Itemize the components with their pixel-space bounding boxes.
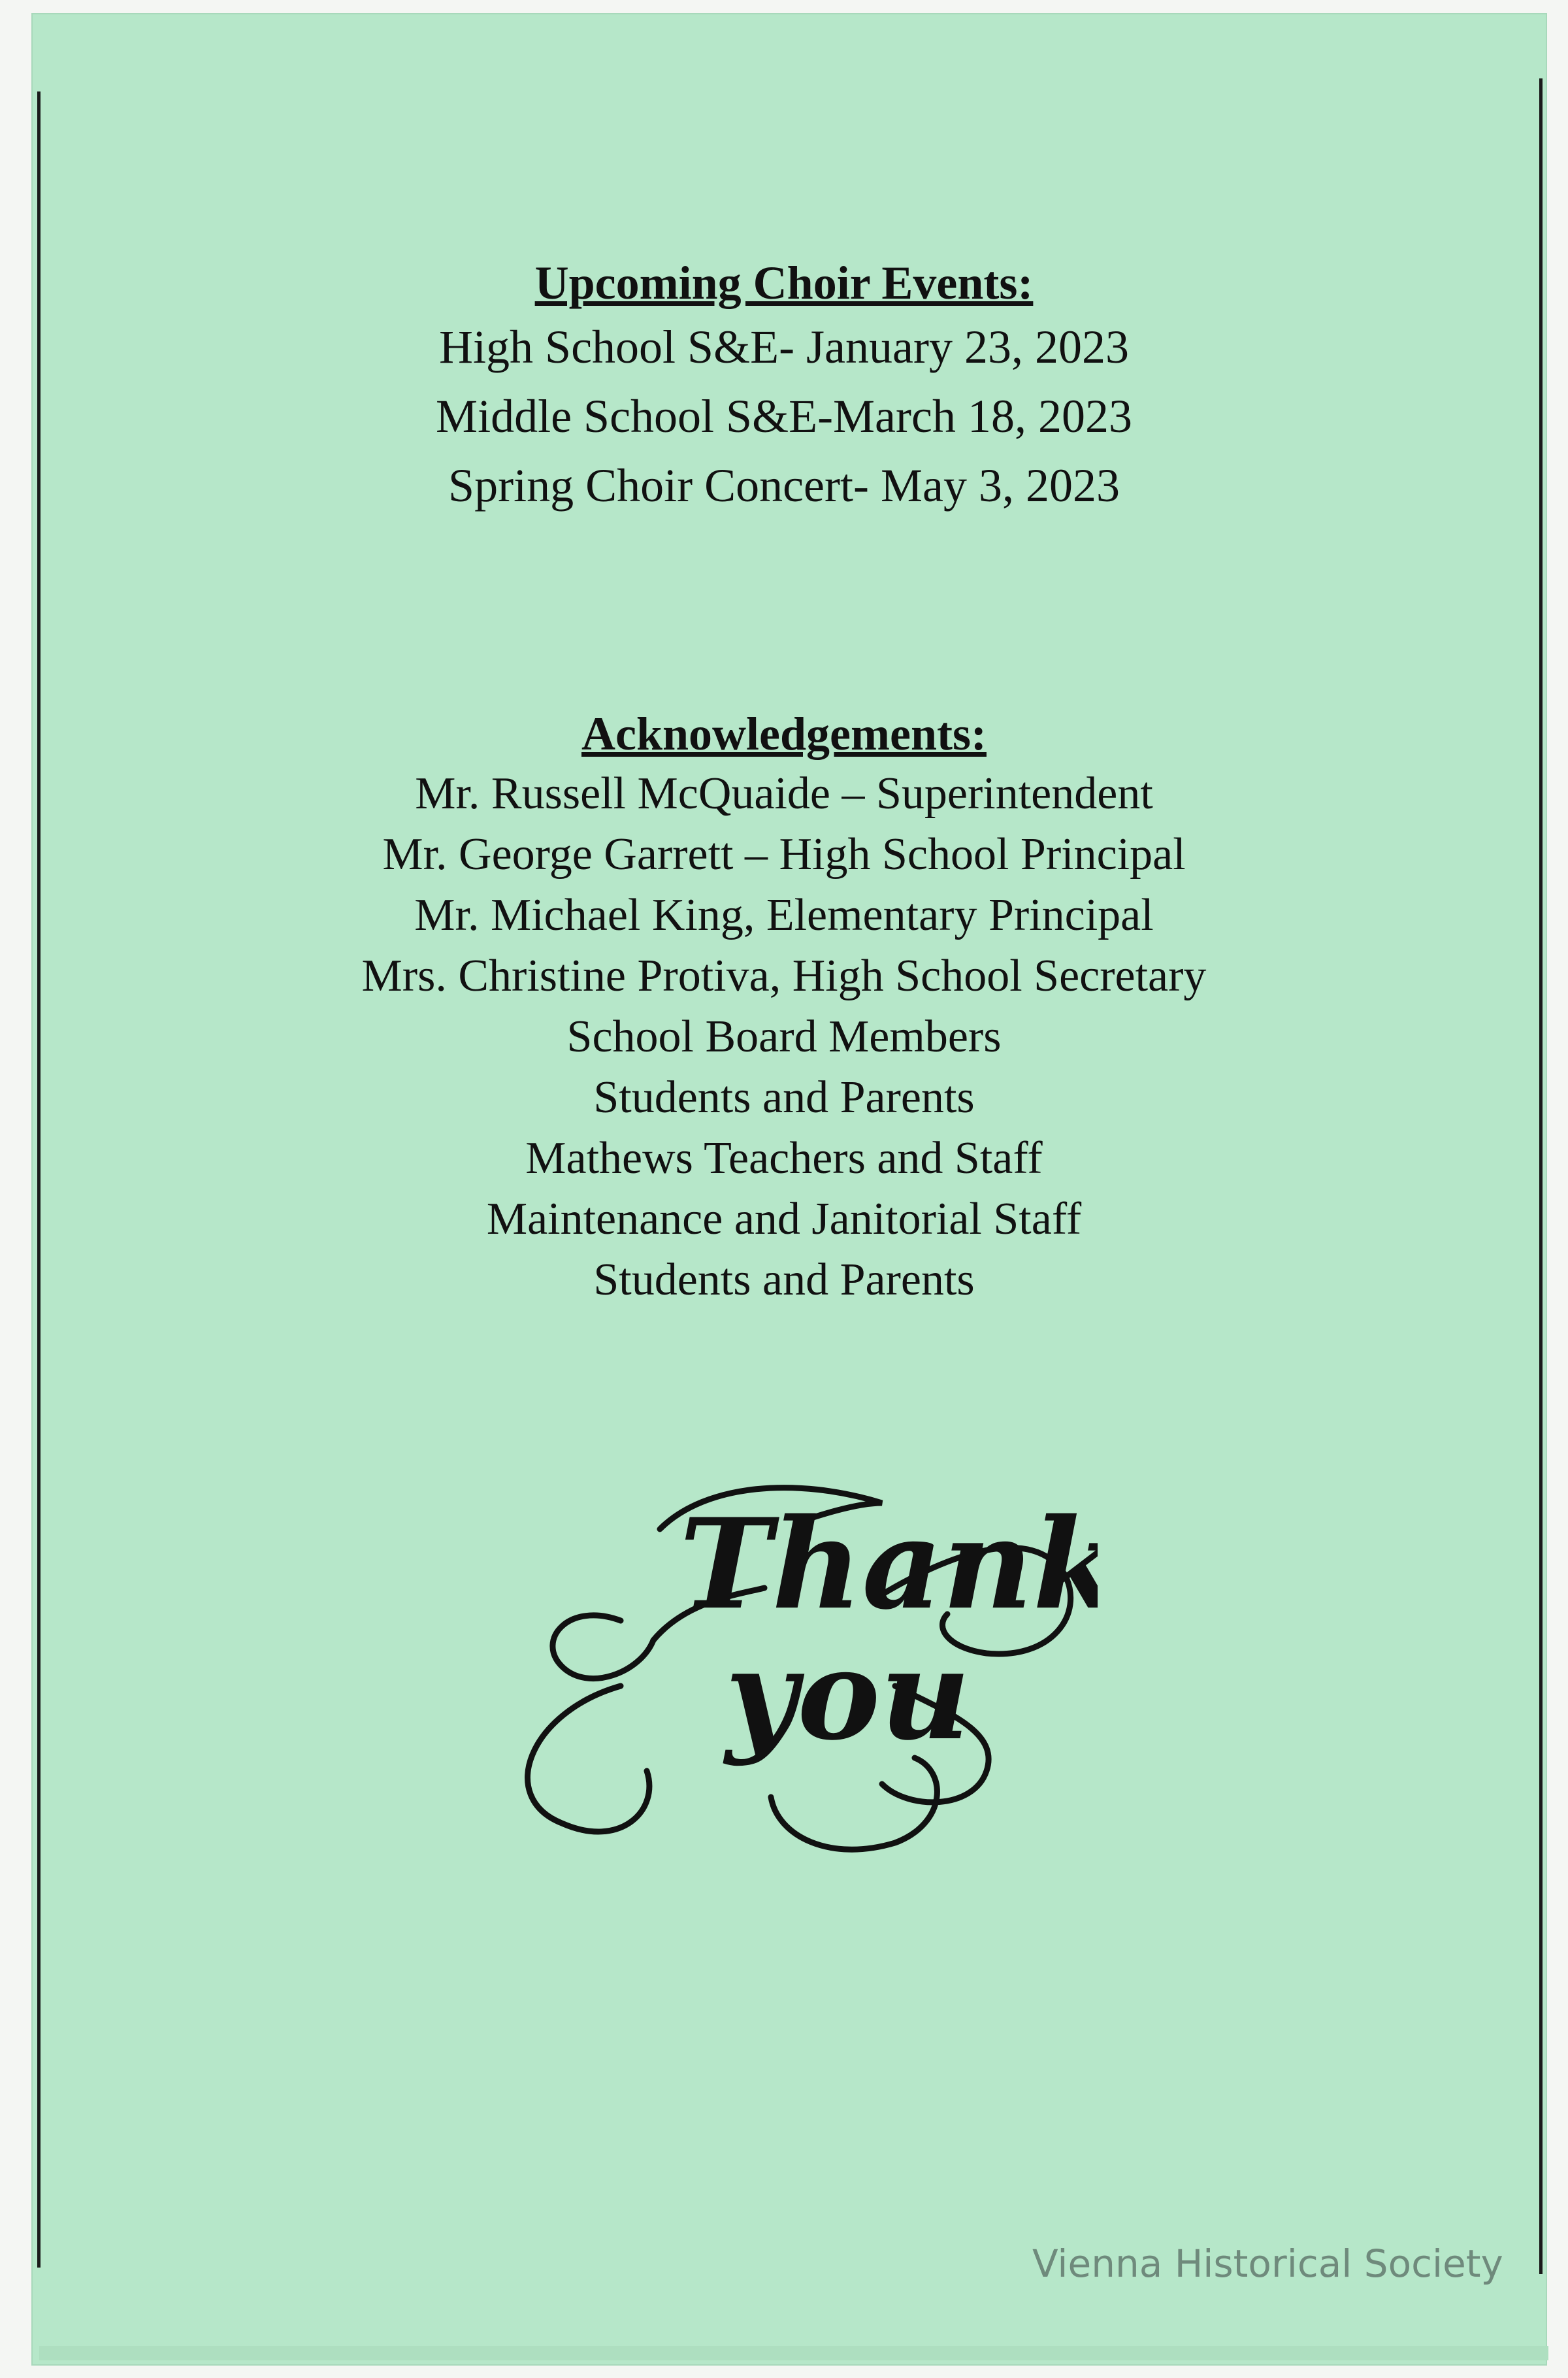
acknowledgement-item: Mr. Michael King, Elementary Principal [414, 890, 1154, 940]
event-item: Middle School S&E-March 18, 2023 [436, 390, 1132, 442]
acknowledgement-item: School Board Members [566, 1012, 1002, 1062]
upcoming-events-heading: Upcoming Choir Events: [534, 257, 1034, 309]
you-word: you [725, 1622, 971, 1768]
upcoming-events-section [0, 254, 1568, 520]
acknowledgement-item: Students and Parents [593, 1255, 975, 1305]
acknowledgements-section [0, 704, 1568, 1310]
paper-edge [39, 2346, 1548, 2360]
acknowledgement-item: Mrs. Christine Protiva, High School Secretary [361, 951, 1207, 1001]
event-item: Spring Choir Concert- May 3, 2023 [448, 459, 1120, 512]
acknowledgements-heading: Acknowledgements: [581, 708, 987, 760]
thank-you-icon [490, 1405, 1098, 1862]
acknowledgement-item: Students and Parents [593, 1072, 975, 1123]
event-item: High School S&E- January 23, 2023 [439, 321, 1129, 373]
acknowledgement-item: Mathews Teachers and Staff [525, 1133, 1043, 1183]
watermark: Vienna Historical Society [1032, 2241, 1503, 2286]
acknowledgement-item: Maintenance and Janitorial Staff [486, 1194, 1082, 1244]
thank-word: Thank [679, 1491, 1098, 1637]
acknowledgement-item: Mr. Russell McQuaide – Superintendent [415, 768, 1153, 819]
acknowledgement-item: Mr. George Garrett – High School Principal [382, 829, 1186, 880]
thank-you-script-graphic [490, 1405, 1098, 1862]
